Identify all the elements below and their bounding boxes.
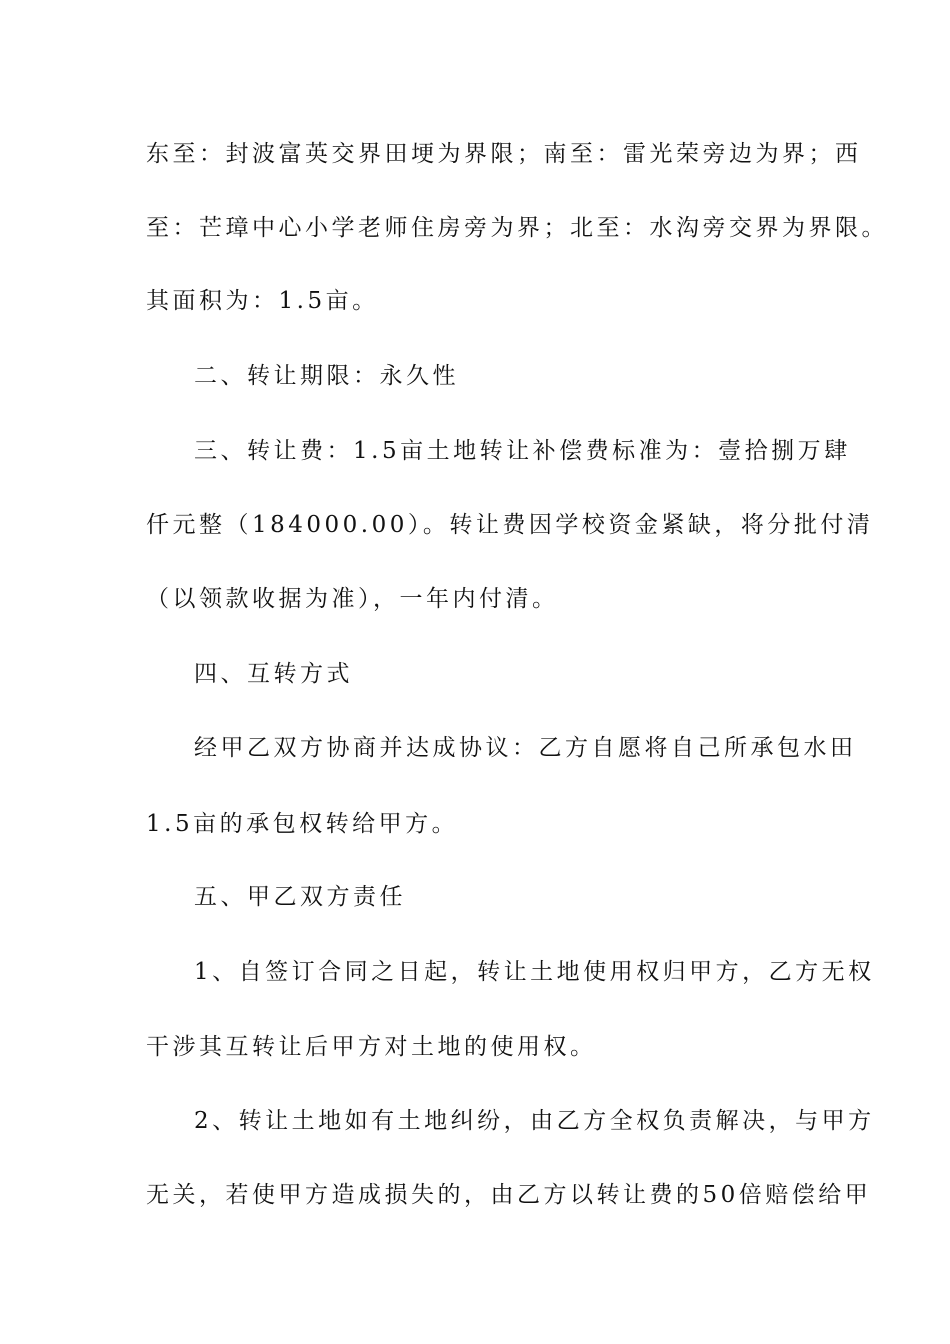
text-line-boundary-east-south-west: 东至：封波富英交界田埂为界限；南至：雷光荣旁边为界；西: [146, 141, 862, 167]
text-line-agreement: 经甲乙双方协商并达成协议：乙方自愿将自己所承包水田: [194, 735, 857, 761]
text-line-boundary-west-north: 至：芒璋中心小学老师住房旁为界；北至：水沟旁交界为界限。: [146, 215, 888, 241]
text-line-clause-1: 1、自签订合同之日起，转让土地使用权归甲方，乙方无权: [194, 959, 875, 985]
text-line-clause-1-cont: 干涉其互转让后甲方对土地的使用权。: [146, 1034, 597, 1060]
text-line-transfer-fee: 三、转让费：1.5亩土地转让补偿费标准为：壹拾捌万肆: [194, 438, 851, 464]
section-heading-transfer-term: 二、转让期限：永久性: [194, 363, 459, 389]
text-line-clause-2-cont: 无关，若使甲方造成损失的，由乙方以转让费的50倍赔偿给甲: [146, 1182, 872, 1208]
text-line-agreement-cont: 1.5亩的承包权转给甲方。: [146, 811, 459, 837]
text-line-payment-terms: （以领款收据为准），一年内付清。: [146, 586, 559, 612]
text-line-transfer-fee-amount: 仟元整（184000.00）。转让费因学校资金紧缺，将分批付清: [146, 512, 874, 538]
text-line-area: 其面积为：1.5亩。: [146, 288, 379, 314]
text-line-clause-2: 2、转让土地如有土地纠纷，由乙方全权负责解决，与甲方: [194, 1108, 875, 1134]
section-heading-transfer-method: 四、互转方式: [194, 661, 353, 687]
section-heading-responsibilities: 五、甲乙双方责任: [194, 884, 406, 910]
